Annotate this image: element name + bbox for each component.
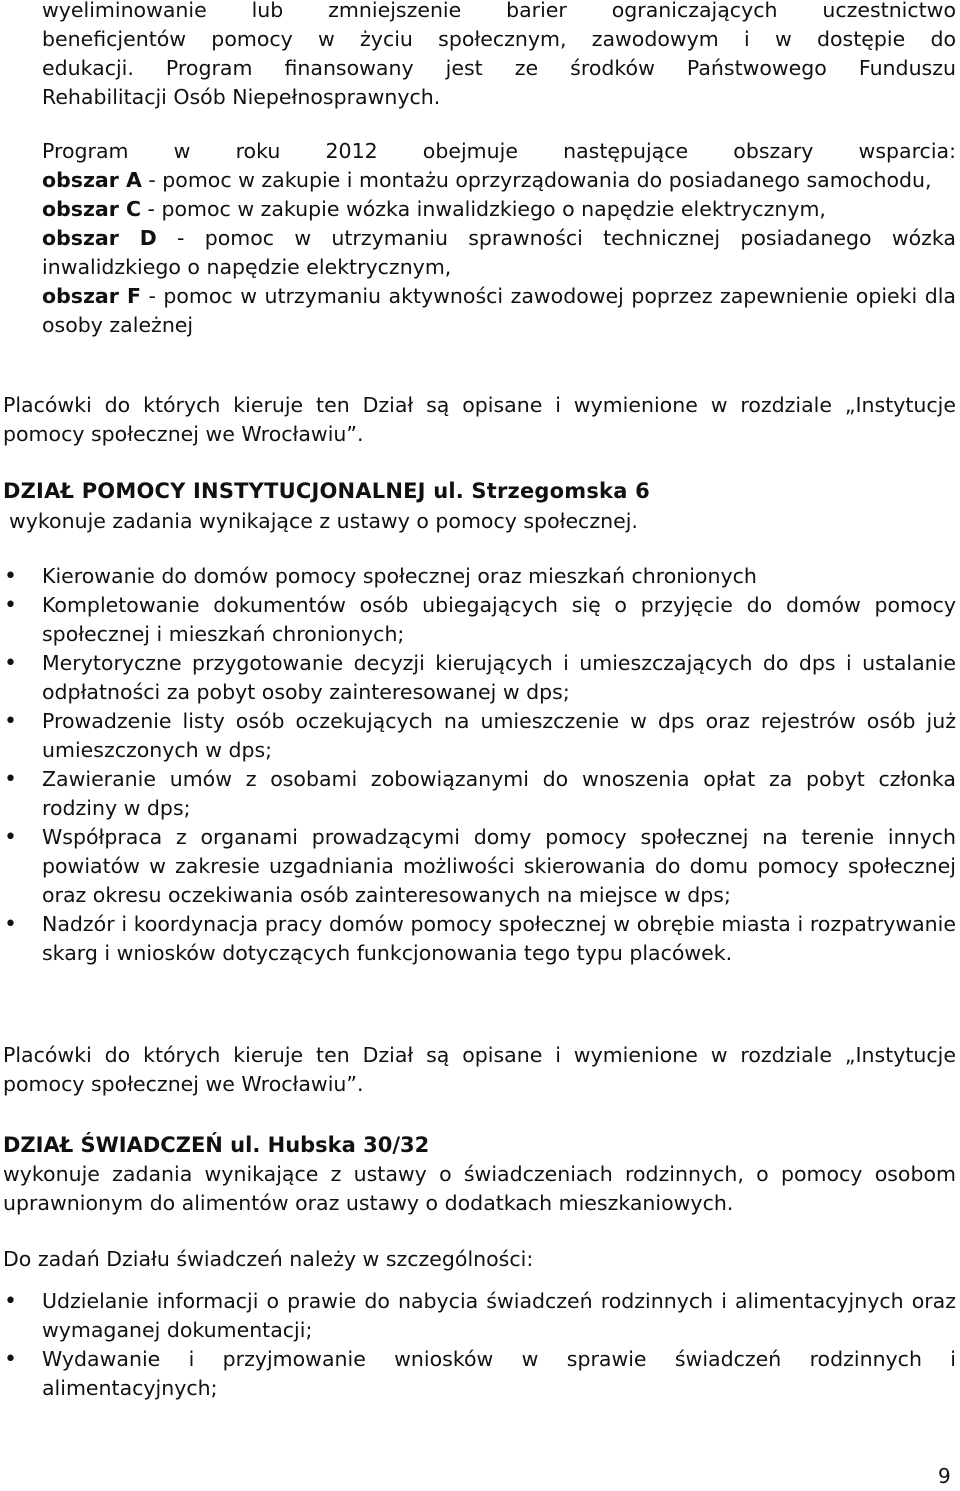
list-item-text: Merytoryczne przygotowanie decyzji kierujących i umieszczających do dps i ustalanie odpłatności za pobyt osoby zainteresowanej w dps; (42, 651, 956, 704)
area-label: obszar C (42, 197, 142, 221)
list-item (0, 707, 956, 765)
area-c (42, 195, 956, 224)
intro-line: beneficjentów pomocy w życiu społecznym, zawodowym i w dostępie do (42, 27, 956, 51)
program-areas (42, 137, 956, 340)
area-text: - pomoc w zakupie i montażu oprzyrządowania do posiadanego samochodu, (141, 168, 932, 192)
list-item (0, 823, 956, 910)
area-label: obszar D (42, 226, 157, 250)
list-item-text: Nadzór i koordynacja pracy domów pomocy społecznej w obrębie miasta i rozpatrywanie skarg i wniosków dotyczących funkcjonowania tego typu placówek. (42, 912, 956, 965)
list-item-text: Wydawanie i przyjmowanie wniosków w sprawie świadczeń rodzinnych i alimentacyjnych; (42, 1347, 956, 1400)
section-subtitle: wykonuje zadania wynikające z ustawy o pomocy społecznej. (9, 509, 638, 533)
area-label: obszar F (42, 284, 141, 308)
list-item (0, 1287, 956, 1345)
bullet-icon: • (4, 1289, 17, 1314)
bullet-icon: • (4, 825, 17, 850)
area-a (42, 166, 956, 195)
list-item-text: Udzielanie informacji o prawie do nabycia świadczeń rodzinnych i alimentacyjnych oraz wymaganej dokumentacji; (42, 1289, 956, 1342)
bullet-icon: • (4, 767, 17, 792)
bullet-icon: • (4, 912, 17, 937)
list-item-text: Współpraca z organami prowadzącymi domy pomocy społecznej na terenie innych powiatów w zakresie uzgadniania możliwości skierowania do domu pomocy społecznej oraz okresu oczekiwania osób zainteresowanych na miejsce w dps; (42, 825, 956, 907)
section-heading-swiadczen: DZIAŁ ŚWIADCZEŃ ul. Hubska 30/32 (3, 1133, 430, 1157)
page-number: 9 (938, 1464, 951, 1488)
intro-line: Rehabilitacji Osób Niepełnosprawnych. (42, 85, 441, 109)
bullet-icon: • (4, 651, 17, 676)
placowki-note: Placówki do których kieruje ten Dział są opisane i wymienione w rozdziale „Instytucje pomocy społecznej we Wrocławiu”. (3, 393, 956, 446)
area-text: - pomoc w utrzymaniu aktywności zawodowej poprzez zapewnienie opieki dla osoby zależnej (42, 284, 956, 337)
instytucjonalny-task-list (0, 562, 956, 968)
tasks-intro: Do zadań Działu świadczeń należy w szczególności: (3, 1247, 534, 1271)
area-text: - pomoc w zakupie wózka inwalidzkiego o napędzie elektrycznym, (141, 197, 826, 221)
list-item-text: Zawieranie umów z osobami zobowiązanymi do wnoszenia opłat za pobyt członka rodziny w dps; (42, 767, 956, 820)
swiadczen-task-list (0, 1287, 956, 1403)
bullet-icon: • (4, 593, 17, 618)
area-d (42, 224, 956, 282)
list-item-text: Kierowanie do domów pomocy społecznej oraz mieszkań chronionych (42, 564, 757, 588)
section-heading-instytucjonalny: DZIAŁ POMOCY INSTYTUCJONALNEJ ul. Strzegomska 6 (3, 479, 650, 503)
program-intro: Program w roku 2012 obejmuje następujące obszary wsparcia: (42, 139, 956, 163)
area-f (42, 282, 956, 340)
area-label: obszar A (42, 168, 142, 192)
intro-paragraph (42, 0, 956, 112)
bullet-icon: • (4, 709, 17, 734)
list-item (0, 649, 956, 707)
list-item (0, 1345, 956, 1403)
list-item (0, 910, 956, 968)
placowki-note-2: Placówki do których kieruje ten Dział są opisane i wymienione w rozdziale „Instytucje pomocy społecznej we Wrocławiu”. (3, 1043, 956, 1096)
bullet-icon: • (4, 564, 17, 589)
section-subtitle: wykonuje zadania wynikające z ustawy o świadczeniach rodzinnych, o pomocy osobom uprawnionym do alimentów oraz ustawy o dodatkach mieszkaniowych. (3, 1162, 956, 1215)
list-item (0, 562, 956, 591)
intro-line: edukacji. Program finansowany jest ze środków Państwowego Funduszu (42, 56, 956, 80)
bullet-icon: • (4, 1347, 17, 1372)
list-item (0, 765, 956, 823)
intro-line: wyeliminowanie lub zmniejszenie barier ograniczających uczestnictwo (42, 0, 956, 22)
area-text: - pomoc w utrzymaniu sprawności technicznej posiadanego wózka inwalidzkiego o napędzie elektrycznym, (42, 226, 956, 279)
list-item (0, 591, 956, 649)
list-item-text: Prowadzenie listy osób oczekujących na umieszczenie w dps oraz rejestrów osób już umieszczonych w dps; (42, 709, 956, 762)
list-item-text: Kompletowanie dokumentów osób ubiegających się o przyjęcie do domów pomocy społecznej i mieszkań chronionych; (42, 593, 956, 646)
